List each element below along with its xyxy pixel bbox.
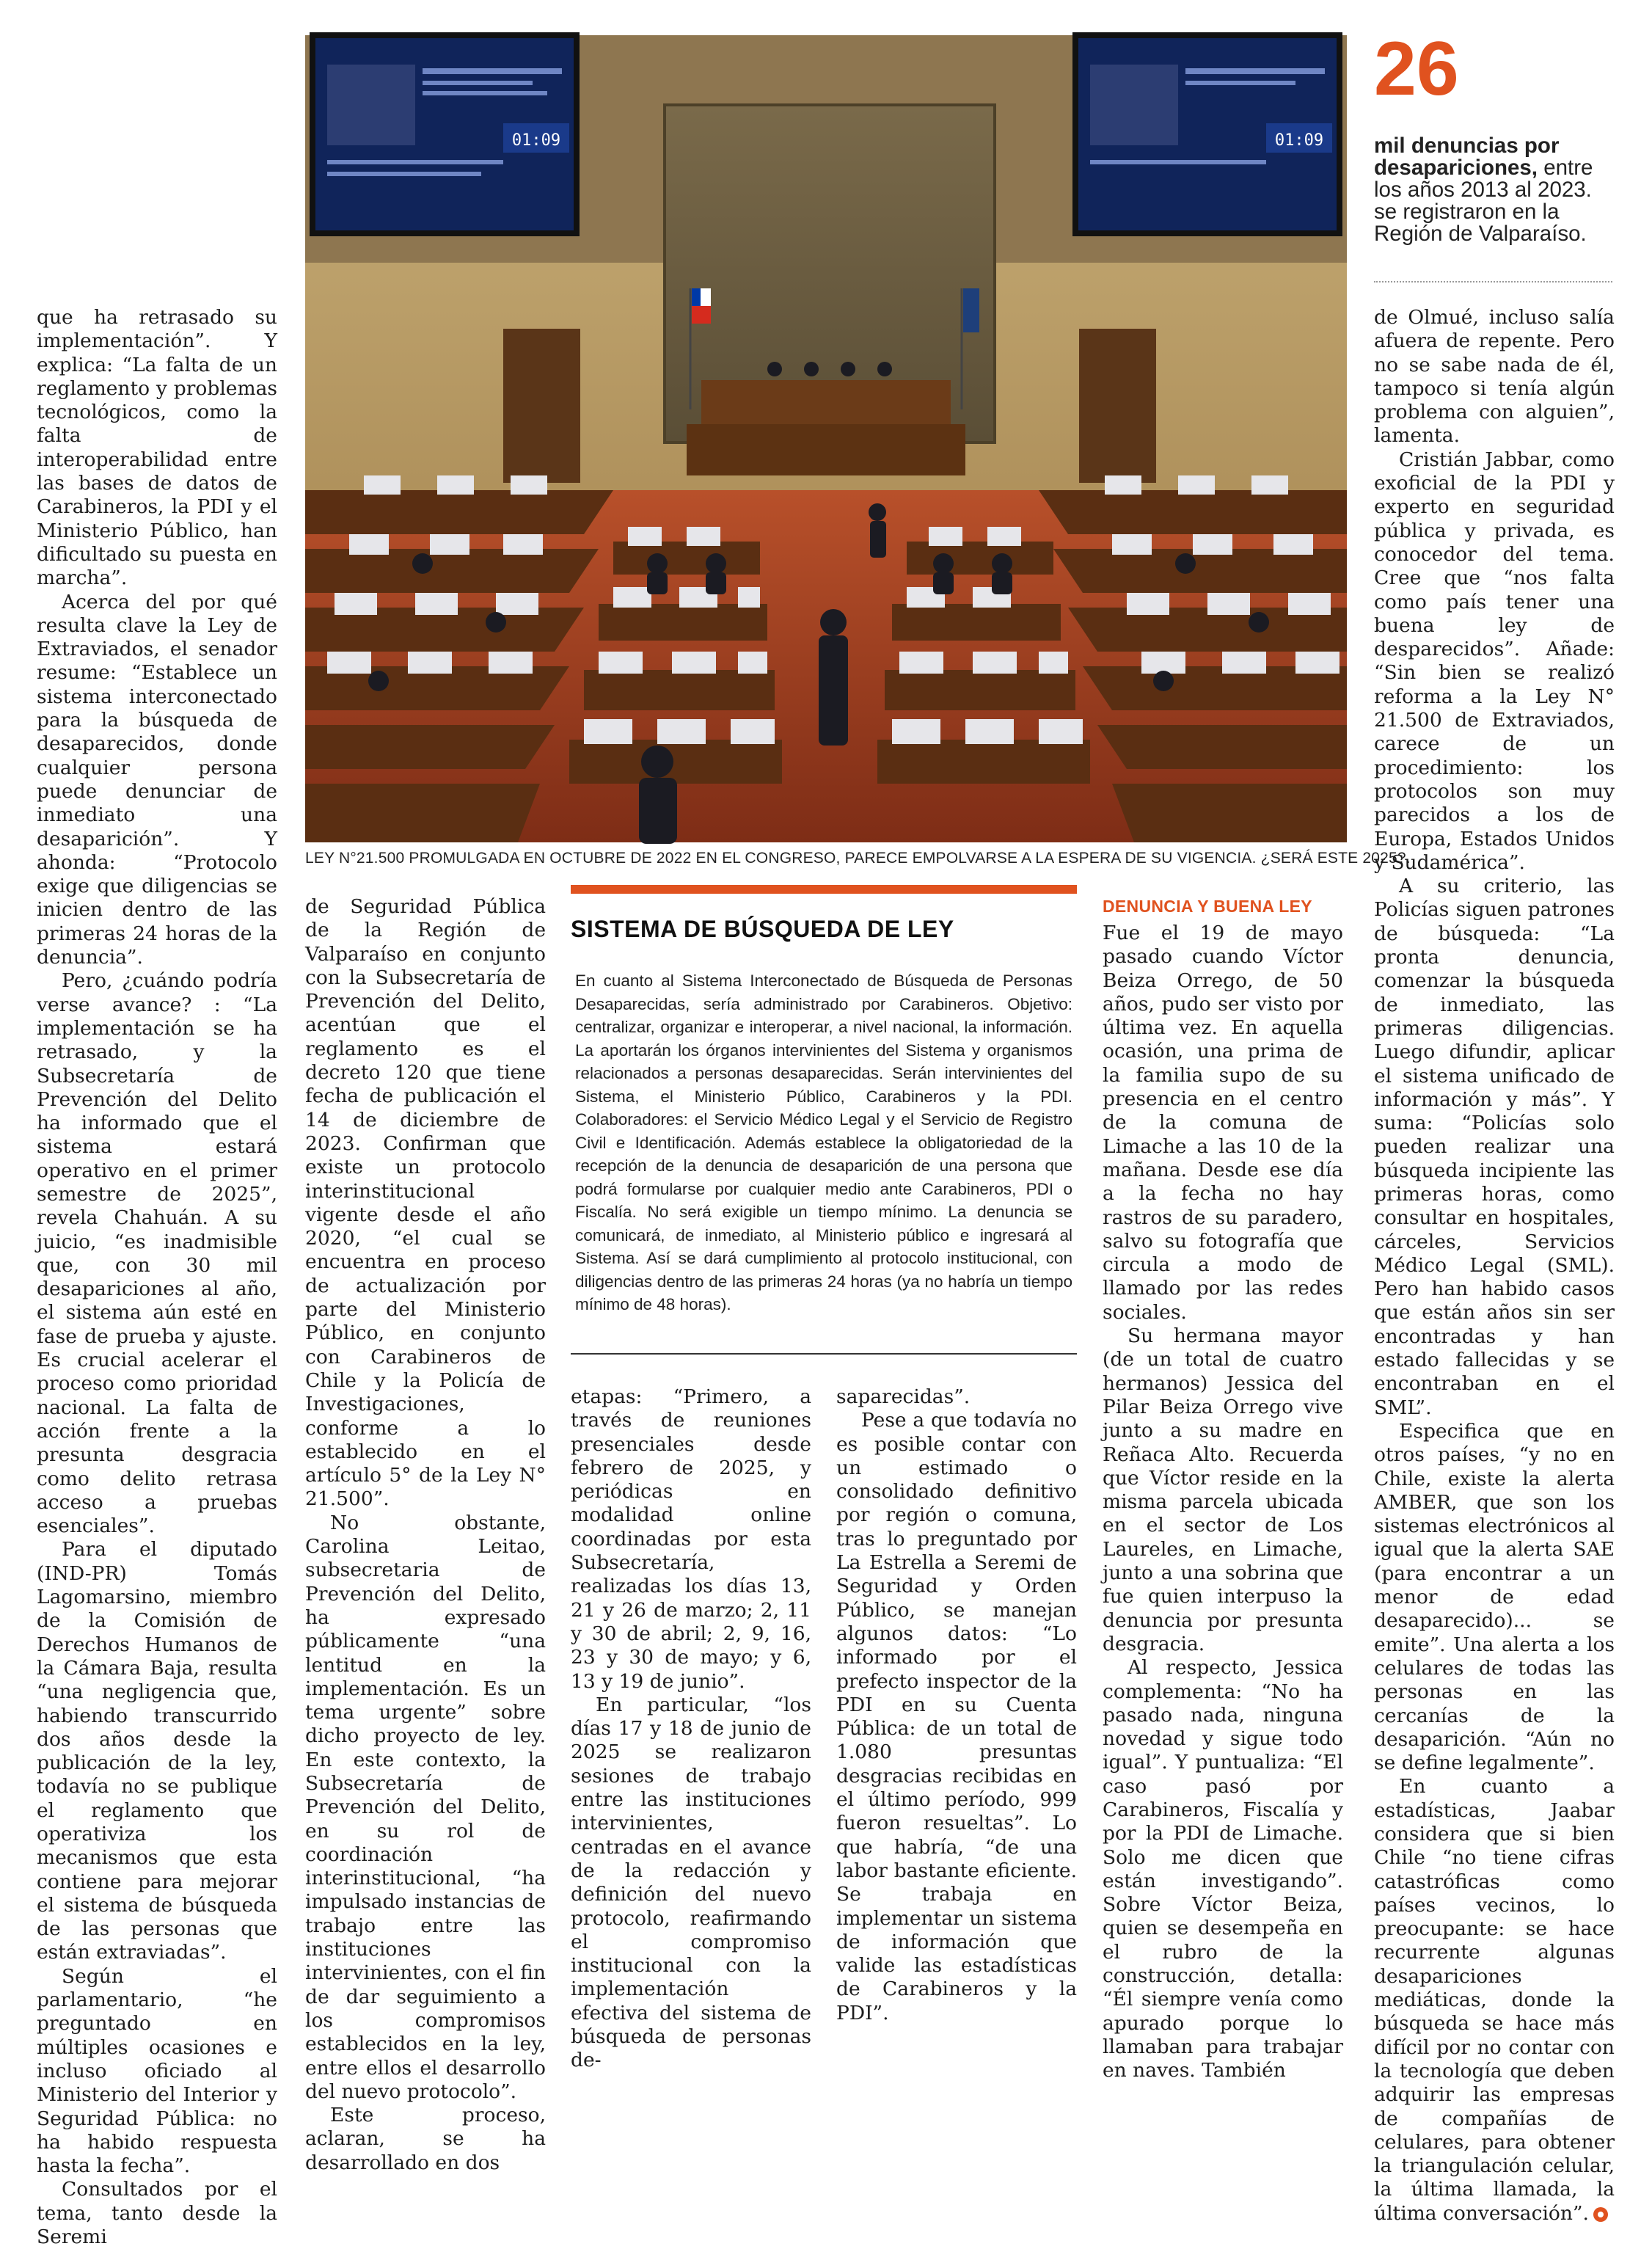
- info-box: [571, 885, 1077, 1355]
- article-column-3: [571, 1385, 811, 2072]
- stat-number: 26: [1374, 26, 1459, 112]
- article-column-5: [1103, 922, 1343, 2082]
- right-display-screen: [1075, 35, 1339, 233]
- paragraph: Al respecto, Jessica complementa: “No ha pasado nada, ninguna novedad y sigue todo igual”. Y puntualiza: “El caso pasó por Carabineros, Fiscalía y por la PDI de Limache. Solo me dicen que están investigando”. Sobre Víctor Beiza, quien se desempeña en el rubro de la construcción, detalla: “Él siempre venía como apurado porque lo llamaban para trabajar en naves. También: [1103, 1656, 1343, 2082]
- stat-divider: [1374, 281, 1612, 283]
- box-title: SISTEMA DE BÚSQUEDA DE LEY: [571, 916, 954, 942]
- paragraph: Fue el 19 de mayo pasado cuando Víctor Beiza Orrego, de 50 años, pudo ser visto por última vez. En aquella ocasión, una prima de la familia supo de su presencia en el centro de la comuna de Limache a las 10 de la mañana. Desde ese día a la fecha no hay rastros de su paradero, salvo su fotografía que circula a modo de llamado por las redes sociales.: [1103, 922, 1343, 1324]
- paragraph: Acerca del por qué resulta clave la Ley de Extraviados, el senador resume: “Establece un sistema interconectado para la búsqueda de desaparecidos, donde cualquier persona puede denunciar de inmediato una desaparición”. Y ahonda: “Protocolo exige que diligencias se inicien dentro de las primeras 24 horas de la denuncia”.: [37, 590, 277, 969]
- left-screen-timer: 01:09: [511, 131, 561, 150]
- paragraph-text: En cuanto a estadísticas, Jaabar considera que si bien Chile “no tiene cifras catastróficas como países vecinos, lo preocupante: se hace recurrente algunas desapariciones mediáticas, donde la búsqueda se hace más difícil por no contar con la tecnología que deben adquirir las empresas de compañías de celulares, para obtener la triangulación celular, la última llamada, la última conversación”.: [1374, 1775, 1615, 2225]
- paragraph: de Seguridad Pública de la Región de Valparaíso en conjunto con la Subsecretaría de Prevención del Delito, acentúan que el reglamento es el decreto 120 que tiene fecha de publicación el 14 de diciembre de 2023. Confirman que existe un protocolo interinstitucional vigente desde el año 2020, “el cual se encuentra en proceso de actualización por parte del Ministerio Público, en conjunto con Carabineros de Chile y la Policía de Investigaciones, conforme a lo establecido en el artículo 5° de la Ley N° 21.500”.: [305, 895, 546, 1511]
- left-display-screen: [313, 35, 577, 233]
- box-body: En cuanto al Sistema Interconectado de Búsqueda de Personas Desaparecidas, sería administrado por Carabineros. Objetivo: centralizar, organizar e interoperar, a nivel nacional, la información. La aportarán los órganos intervinientes del Sistema y organismos relacionados a personas desaparecidas. Serán intervinientes del Sistema, el Ministerio Público, Carabineros y la PDI. Colaboradores: el Servicio Médico Legal y el Servicio de Registro Civil e Identificación. Además establece la obligatoriedad de la recepción de la denuncia de desaparición de una persona que podrá formularse por cualquier medio ante Carabineros, PDI o Fiscalía. No será exigible un tiempo mínimo. La denuncia se comunicará, de inmediato, al Ministerio público e ingresará al Sistema. Así se dará cumplimiento al protocolo institucional, con diligencias dentro de las primeras 24 horas (ya no habría un tiempo mínimo de 48 horas).: [575, 972, 1072, 1313]
- section-subheading: DENUNCIA Y BUENA LEY: [1103, 897, 1312, 916]
- paragraph: Su hermana mayor (de un total de cuatro hermanos) Jessica del Pilar Beiza Orrego vive junto a su madre en Reñaca Alto. Recuerda que Víctor reside en la misma parcela ubicada en el sector de Los Laureles, en Limache, junto a una sobrina que fue quien interpuso la denuncia por presunta desgracia.: [1103, 1324, 1343, 1655]
- photo-caption: LEY N°21.500 PROMULGADA EN OCTUBRE DE 2022 EN EL CONGRESO, PARECE EMPOLVARSE A LA ESPERA DE SU VIGENCIA. ¿SERÁ ESTE 2025?.: [305, 850, 1411, 867]
- paragraph: A su criterio, las Policías siguen patrones de búsqueda: “La pronta denuncia, comenzar la búsqueda de inmediato, las primeras diligencias. Luego difundir, aplicar el sistema unificado de información y más”. Y suma: “Policías solo pueden realizar una búsqueda incipiente las primeras horas, como consultar en hospitales, cárceles, Servicios Médico Legal (SML). Pero han habido casos que están años sin ser encontradas y han estado fallecidas y se encontraban en el SML”.: [1374, 875, 1615, 1419]
- stat-rest: entre los años 2013 al 2023. se registraron en la Región de Valparaíso.: [1374, 156, 1593, 246]
- paragraph: En particular, “los días 17 y 18 de junio de 2025 se realizaron sesiones de trabajo entre las instituciones intervinientes, centradas en el avance de la redacción y definición del nuevo protocolo, reafirmando el compromiso institucional con la implementación efectiva del sistema de búsqueda de personas de-: [571, 1693, 811, 2072]
- congress-chamber-illustration: [305, 35, 1347, 842]
- stat-description: [1374, 135, 1612, 245]
- paragraph: No obstante, Carolina Leitao, subsecretaria de Prevención del Delito, ha expresado públicamente “una lentitud en la implementación. Es un tema urgente” sobre dicho proyecto de ley. En este contexto, la Subsecretaría de Prevención del Delito, en su rol de coordinación interinstitucional, “ha impulsado instancias de trabajo entre las instituciones intervinientes, con el fin de dar seguimiento a los compromisos establecidos en la ley, entre ellos el desarrollo del nuevo protocolo”.: [305, 1511, 546, 2103]
- paragraph: Para el diputado (IND-PR) Tomás Lagomarsino, miembro de la Comisión de Derechos Humanos de la Cámara Baja, resulta “una negligencia que, habiendo transcurrido dos años desde la publicación de la ley, todavía no se publique el reglamento que operativiza los mecanismos que esta contiene para mejorar el sistema de búsqueda de las personas que están extraviadas”.: [37, 1538, 277, 1964]
- paragraph: Según el parlamentario, “he preguntado en múltiples ocasiones e incluso oficiado al Ministerio del Interior y Seguridad Pública: no ha habido respuesta hasta la fecha”.: [37, 1964, 277, 2178]
- paragraph: Pero, ¿cuándo podría verse avance? : “La implementación se ha retrasado, y la Subsecretaría de Prevención del Delito ha informado que el sistema estará operativo en el primer semestre de 2025”, revela Chahuán. A su juicio, “es inadmisible que, con 30 mil desapariciones al año, el sistema aún esté en fase de prueba y ajuste. Es crucial acelerar el proceso como prioridad nacional. La falta de acción frente a la presunta desgracia como delito retrasa acceso a pruebas esenciales”.: [37, 969, 277, 1538]
- paragraph: Cristián Jabbar, como exoficial de la PDI y experto en seguridad pública y privada, es conocedor del tema. Cree que “nos falta como país tener una buena ley de desparecidos”. Añade: “Sin bien se realizó reforma a la Ley N° 21.500 de Extraviados, carece de un procedimiento: los protocolos son muy parecidos a los de Europa, Estados Unidos y Sudamérica”.: [1374, 448, 1615, 874]
- paragraph: que ha retrasado su implementación”. Y explica: “La falta de un reglamento y problemas tecnológicos, como la falta de interoperabilidad entre las bases de datos de Carabineros, la PDI y el Ministerio Público, han dificultado su puesta en marcha”.: [37, 306, 277, 590]
- right-screen-timer: 01:09: [1274, 131, 1324, 150]
- article-column-2: [305, 895, 546, 2174]
- box-accent-bar: [571, 885, 1077, 894]
- paragraph: Este proceso, aclaran, se ha desarrollado en dos: [305, 2104, 546, 2174]
- paragraph: Especifica que en otros países, “y no en Chile, existe la alerta AMBER, que son los sistemas electrónicos al igual que la alerta SAE (para encontrar a un menor de edad desaparecido)... se emite”. Una alerta a los celulares de todas las personas en las cercanías de la desaparición. “Aún no se define legalmente”.: [1374, 1419, 1615, 1775]
- paragraph: saparecidas”.: [836, 1385, 971, 1408]
- paragraph: etapas: “Primero, a través de reuniones presenciales desde febrero de 2025, y periódicas en modalidad online coordinadas por esta Subsecretaría, realizadas los días 13, 21 y 26 de marzo; 2, 11 y 30 de abril; 2, 9, 16, 23 y 30 de mayo; y 6, 13 y 19 de junio”.: [571, 1385, 811, 1693]
- stat-bold: mil denuncias por desapariciones,: [1374, 134, 1560, 180]
- article-column-1: [37, 306, 277, 2249]
- paragraph: de Olmué, incluso salía afuera de repente. Pero no se sabe nada de él, tampoco si tenía algún problema con alguien”, lamenta.: [1374, 306, 1615, 448]
- paragraph: Consultados por el tema, tanto desde la Seremi: [37, 2178, 277, 2249]
- end-of-article-icon: [1593, 2207, 1608, 2222]
- article-column-4: [836, 1385, 1077, 2024]
- paragraph: [1374, 1775, 1615, 2226]
- article-column-6: [1374, 306, 1615, 2225]
- congress-photo: [305, 35, 1347, 842]
- paragraph: Pese a que todavía no es posible contar con un estimado o consolidado definitivo por región o comuna, tras lo preguntado por La Estrella a Seremi de Seguridad y Orden Público, se manejan algunos datos: “Lo informado por el prefecto inspector de la PDI en su Cuenta Pública: de un total de 1.080 presuntas desgracias recibidas en el último período, 999 fueron resueltas”. Lo que habría, “de una labor bastante eficiente. Se trabaja en implementar un sistema de información que valide las estadísticas de Carabineros y la PDI”.: [836, 1409, 1077, 2024]
